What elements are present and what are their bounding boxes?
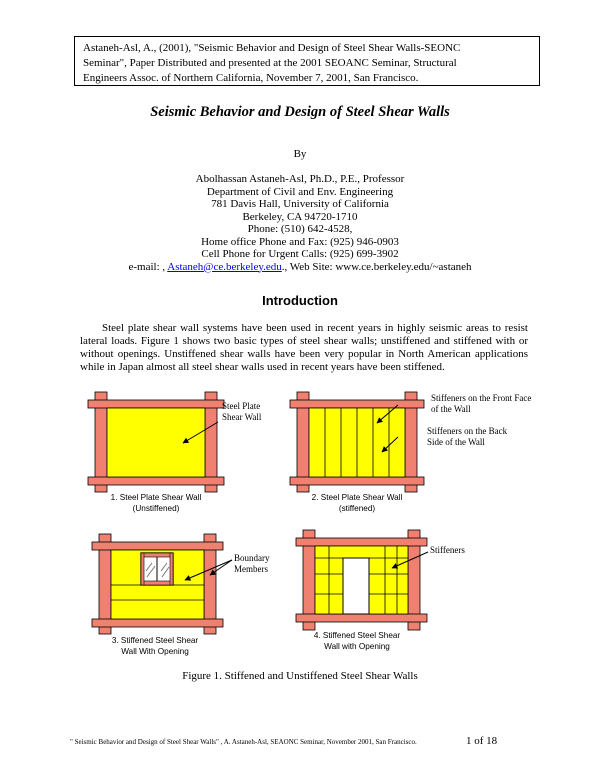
panel-1-wall (88, 392, 224, 492)
email-link[interactable]: Astaneh@ce.berkeley.edu (167, 260, 282, 273)
author-cell: Cell Phone for Urgent Calls: (925) 699-3902 (201, 248, 399, 260)
citation-line-3: Engineers Assoc. of Northern California, November 7, 2001, San Francisco. (83, 72, 419, 84)
panel-2-back-label-2: Side of the Wall (427, 437, 485, 447)
section-heading: Introduction (262, 293, 338, 308)
panel-2-caption-2: (stiffened) (338, 504, 376, 513)
author-phone: Phone: (510) 642-4528, (247, 223, 353, 235)
figure-caption: Figure 1. Stiffened and Unstiffened Steel Shear Walls (182, 670, 418, 682)
author-block (0, 173, 600, 273)
panel-1-label-1: Steel Plate (222, 401, 261, 411)
author-address-1: 781 Davis Hall, University of California (211, 198, 389, 210)
panel-3-caption-2: Wall With Opening (121, 647, 189, 656)
panel-4-caption-2: Wall with Opening (324, 642, 390, 651)
paper-title: Seismic Behavior and Design of Steel Shear Walls (150, 104, 450, 120)
panel-3-label-1: Boundary (234, 553, 270, 563)
author-name: Abolhassan Astaneh-Asl, Ph.D., P.E., Professor (195, 173, 405, 185)
panel-2-caption-1: 2. Steel Plate Shear Wall (311, 493, 403, 502)
panel-2-front-label-2: of the Wall (431, 404, 471, 414)
intro-paragraph: Steel plate shear wall systems have been used in recent years in highly seismic areas to resist lateral loads. Figure 1 shows two basic types of steel shear walls; unstiffened and stiffened with or without openings. Unstiffened shear walls have been very popular in North American applications while in Japan almost all steel shear walls used in recent years have been stiffened. (80, 322, 528, 373)
panel-3-caption-1: 3. Stiffened Steel Shear (111, 636, 199, 645)
author-dept: Department of Civil and Env. Engineering (206, 185, 394, 198)
citation-box (74, 36, 540, 86)
panel-2-front-label-1: Stiffeners on the Front Face (431, 393, 532, 403)
by-label: By (293, 148, 307, 160)
panel-3-label-2: Members (234, 564, 268, 574)
panel-4-caption-1: 4. Stiffened Steel Shear (313, 631, 401, 640)
citation-line-2: Seminar", Paper Distributed and presented at the 2001 SEOANC Seminar, Structural (83, 57, 457, 69)
panel-2-wall (290, 392, 424, 492)
page-number: 1 of 18 (466, 735, 498, 747)
author-home-phone: Home office Phone and Fax: (925) 946-0903 (201, 235, 399, 248)
panel-2-back-label-1: Stiffeners on the Back (427, 426, 508, 436)
panel-1-caption-1: 1. Steel Plate Shear Wall (110, 493, 202, 502)
panel-1-caption-2: (Unstiffened) (132, 504, 180, 513)
citation-line-1: Astaneh-Asl, A., (2001), "Seismic Behavior and Design of Steel Shear Walls-SEONC (83, 42, 461, 54)
panel-1-label-2: Shear Wall (222, 412, 262, 422)
website-text: ., Web Site: www.ce.berkeley.edu/~astaneh (281, 260, 472, 273)
panel-4-label-1: Stiffeners (430, 545, 465, 555)
panel-4-wall (296, 530, 428, 630)
email-prefix: e-mail: , (128, 260, 168, 273)
footer-text: " Seismic Behavior and Design of Steel Shear Walls" , A. Astaneh-Asl, SEAONC Seminar, November 2001, San Francisco. (70, 738, 417, 746)
panel-3-wall (92, 534, 232, 634)
figure-1 (0, 380, 600, 662)
author-contact (0, 261, 600, 274)
author-address-2: Berkeley, CA 94720-1710 (242, 210, 358, 223)
